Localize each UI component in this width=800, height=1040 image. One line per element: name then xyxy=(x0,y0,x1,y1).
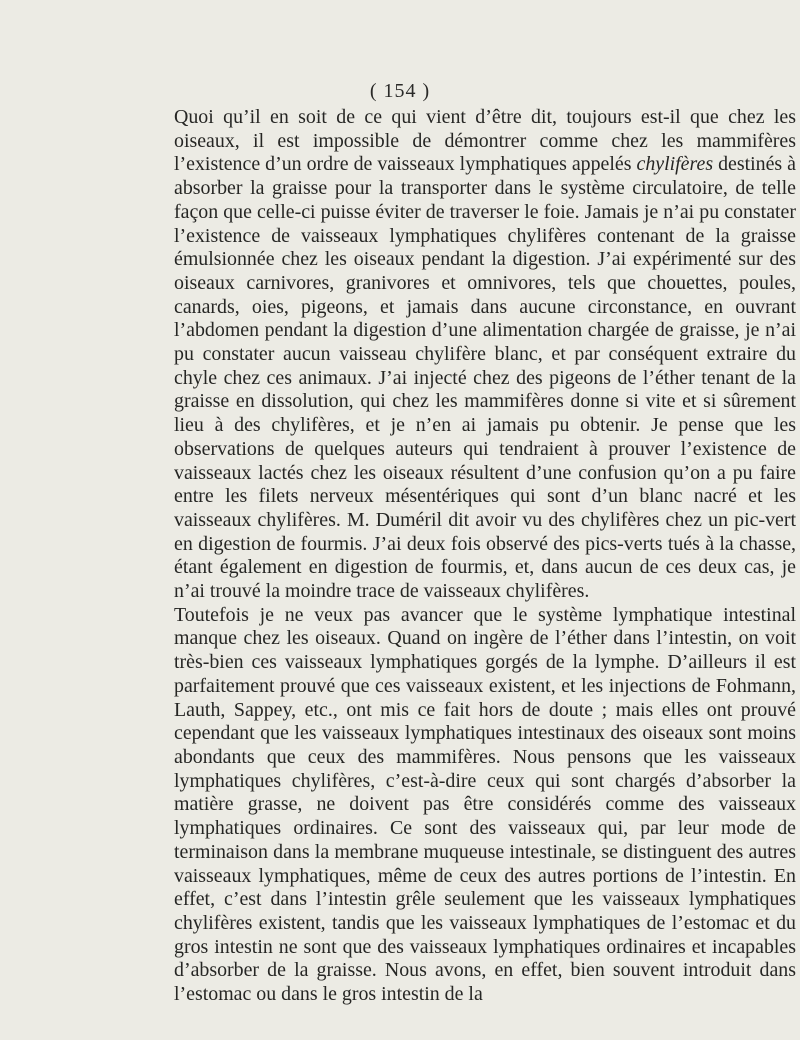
paragraph-1-text-end: destinés à absorber la graisse pour la transporter dans le système circulatoire, de telle façon que celle-ci puisse éviter de traverser le foie. Jamais je n’ai pu constater l’existence de vaisseaux lymphatiques chylifères contenant de la graisse émulsionnée chez les oiseaux pendant la digestion. J’ai expérimenté sur des oiseaux carnivores, granivores et omnivores, tels que chouettes, poules, canards, oies, pigeons, et jamais dans aucune circonstance, en ouvrant l’abdomen pendant la digestion d’une alimentation chargée de graisse, je n’ai pu constater aucun vaisseau chylifère blanc, et par conséquent extraire du chyle chez ces animaux. J’ai injecté chez des pigeons de l’éther tenant de la graisse en dissolution, qui chez les mammifères donne si vite et si sûrement lieu à des chylifères, et je n’en ai jamais pu obtenir. Je pense que les observations de quelques auteurs qui tendraient à prouver l’existence de vaisseaux lactés chez les oiseaux résultent d’une confusion qu’on a pu faire entre les filets nerveux mésentériques qui sont d’un blanc nacré et les vaisseaux chylifères. M. Duméril dit avoir vu des chylifères chez un pic-vert en digestion de fourmis. J’ai deux fois observé des pics-verts tués à la chasse, étant également en digestion de fourmis, et, dans aucun de ces deux cas, je n’ai trouvé la moindre trace de vaisseaux chylifères. xyxy=(174,153,796,603)
paragraph-1 xyxy=(174,106,796,604)
paragraph-2-text: Toutefois je ne veux pas avancer que le système lymphatique intestinal manque chez les oiseaux. Quand on ingère de l’éther dans l’intestin, on voit très-bien ces vaisseaux lymphatiques gorgés de la lymphe. D’ailleurs il est parfaitement prouvé que ces vaisseaux existent, et les injections de Fohmann, Lauth, Sappey, etc., ont mis ce fait hors de doute ; mais elles ont prouvé cependant que les vaisseaux lymphatiques intestinaux des oiseaux sont moins abondants que ceux des mammifères. Nous pensons que les vaisseaux lymphatiques chylifères, c’est-à-dire ceux qui sont chargés d’absorber la matière grasse, ne doivent pas être considérés comme des vaisseaux lymphatiques ordinaires. Ce sont des vaisseaux qui, par leur mode de terminaison dans la membrane muqueuse intestinale, se distinguent des autres vaisseaux lymphatiques, même de ceux des autres portions de l’intestin. En effet, c’est dans l’intestin grêle seulement que les vaisseaux lymphatiques chylifères existent, tandis que les vaisseaux lymphatiques de l’estomac et du gros intestin ne sont que des vaisseaux lymphatiques ordinaires et incapables d’absorber de la graisse. Nous avons, en effet, bien souvent introduit dans l’estomac ou dans le gros intestin de la xyxy=(174,603,796,1006)
body-text xyxy=(174,106,796,1007)
paragraph-1-italic-term: chylifères xyxy=(636,153,714,176)
paragraph-2 xyxy=(174,604,796,1007)
page-number: ( 154 ) xyxy=(369,80,431,102)
paragraph-1-text-start: Quoi qu’il en soit de ce qui vient d’être dit, toujours est-il que chez les oiseaux, il est impossible de démontrer comme chez les mammifères l’existence d’un ordre de vaisseaux lymphatiques appelés xyxy=(174,106,796,176)
